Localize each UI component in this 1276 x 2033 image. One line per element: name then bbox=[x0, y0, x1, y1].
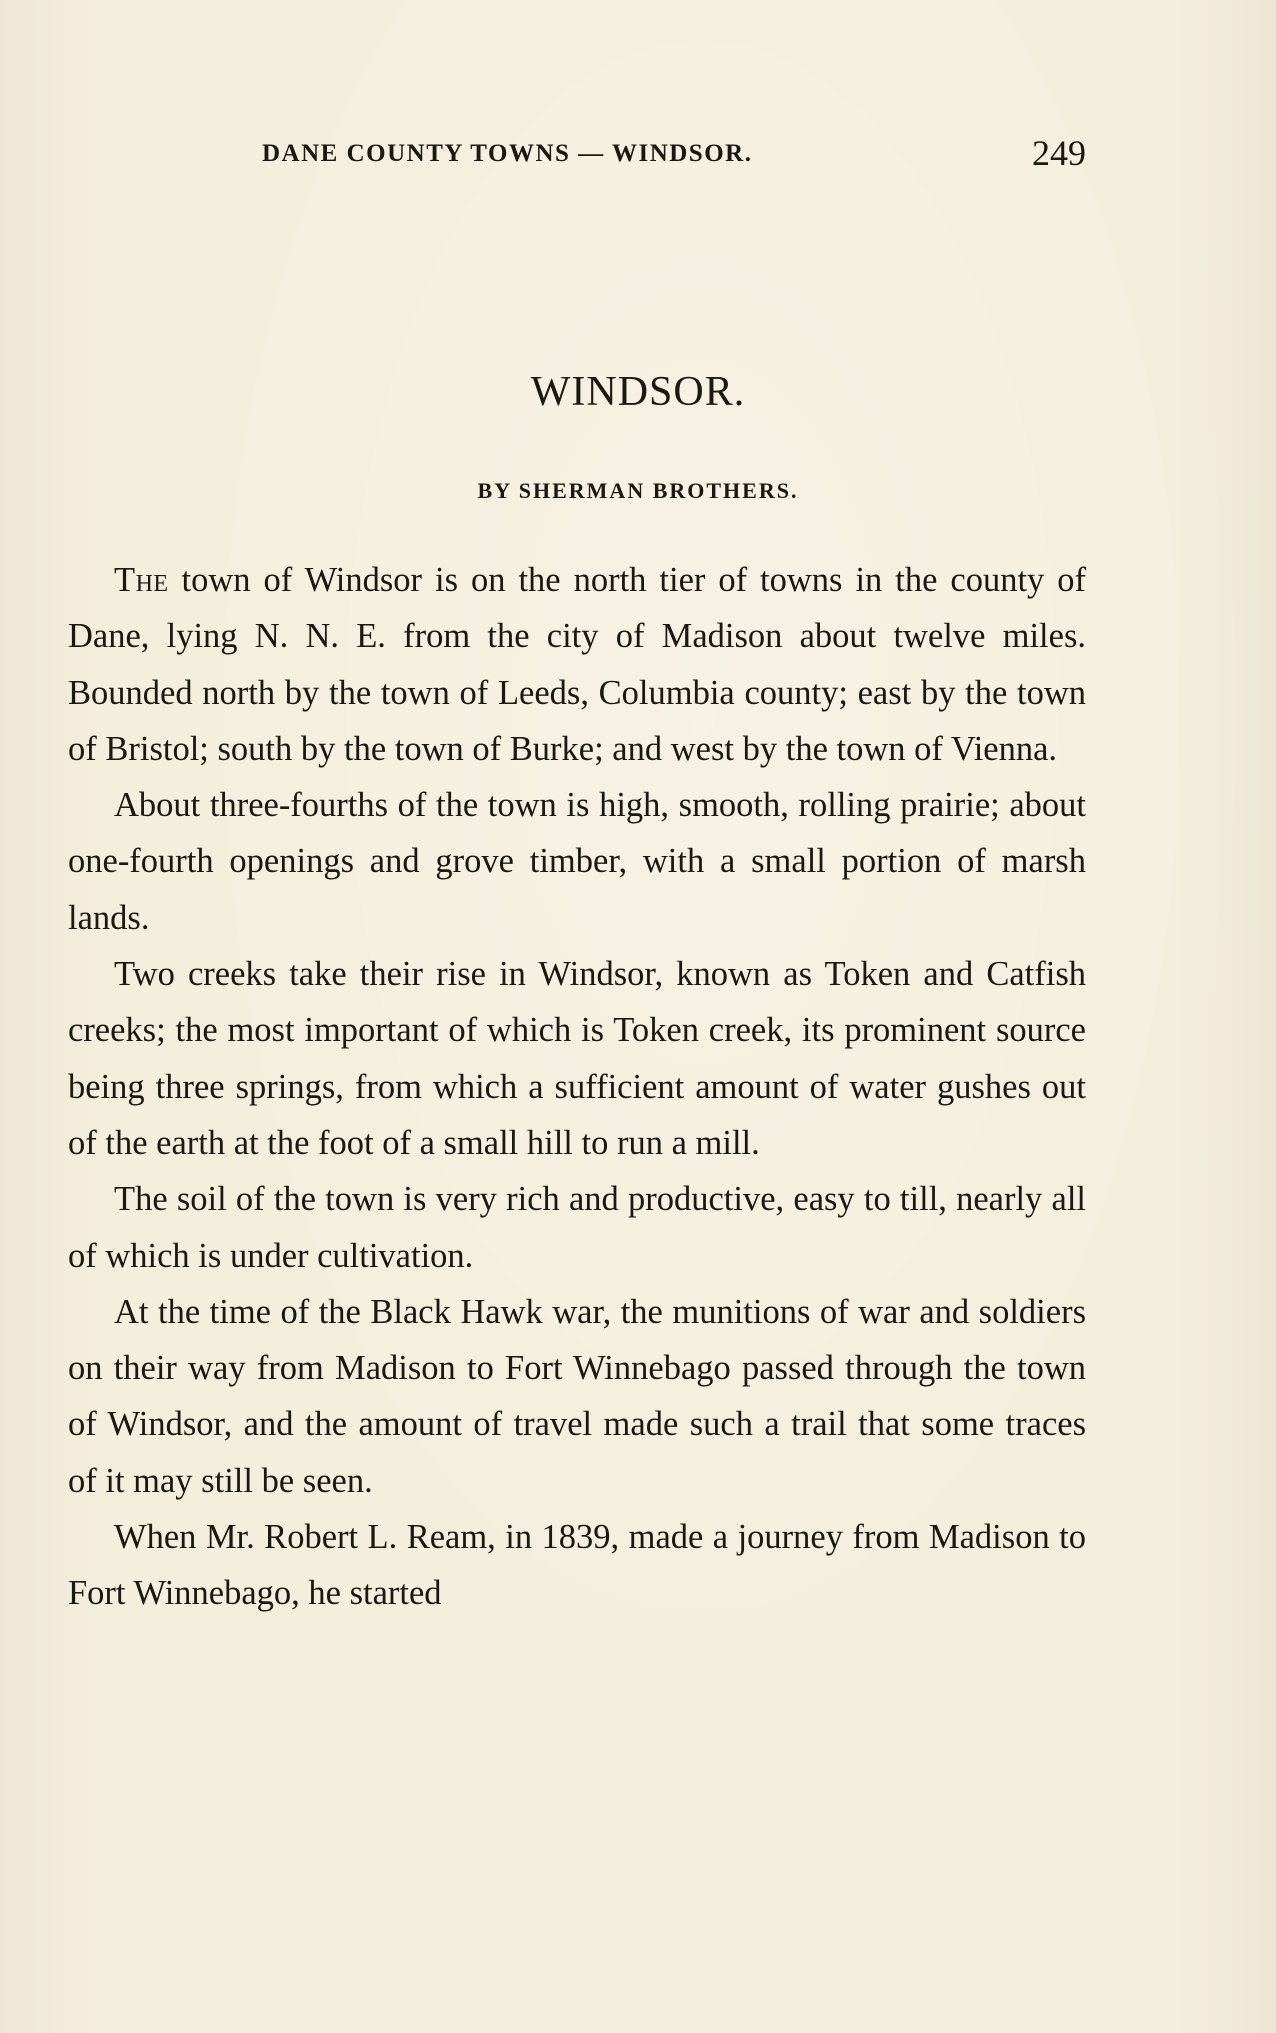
chapter-title: WINDSOR. bbox=[530, 369, 746, 415]
paragraph-1 bbox=[68, 552, 1086, 777]
running-head bbox=[66, 133, 1086, 176]
running-head-title: DANE COUNTY TOWNS — WINDSOR. bbox=[262, 140, 753, 167]
page-number: 249 bbox=[1032, 133, 1086, 173]
paragraph-3: Two creeks take their rise in Windsor, known as Token and Catfish creeks; the most important of which is Token creek, its prominent source being three springs, from which a sufficient amount of water gushes out of the earth at the foot of a small hill to run a mill. bbox=[68, 955, 1086, 1162]
paragraph-text: town of Windsor is on the north tier of towns in the county of Dane, lying N. N. E. from the city of Madison about twelve miles. Bounded north by the town of Leeds, Columbia county; east by the town of Bristol; south by the town of Burke; and west by the town of Vienna. bbox=[68, 561, 1086, 768]
body-text bbox=[68, 552, 1086, 1622]
paragraph-4: The soil of the town is very rich and productive, easy to till, nearly all of which is under cultivation. bbox=[68, 1180, 1086, 1275]
paragraph-5: At the time of the Black Hawk war, the munitions of war and soldiers on their way from Madison to Fort Winnebago passed through the town of Windsor, and the amount of travel made such a trail that some traces of it may still be seen. bbox=[68, 1292, 1086, 1500]
paragraph-2: About three-fourths of the town is high, smooth, rolling prairie; about one-fourth openings and grove timber, with a small portion of marsh lands. bbox=[68, 786, 1086, 937]
chapter-byline: BY SHERMAN BROTHERS. bbox=[477, 478, 799, 503]
paragraph-6: When Mr. Robert L. Ream, in 1839, made a journey from Madison to Fort Winnebago, he started bbox=[68, 1518, 1086, 1613]
paragraph-lead-word: The bbox=[114, 561, 169, 599]
